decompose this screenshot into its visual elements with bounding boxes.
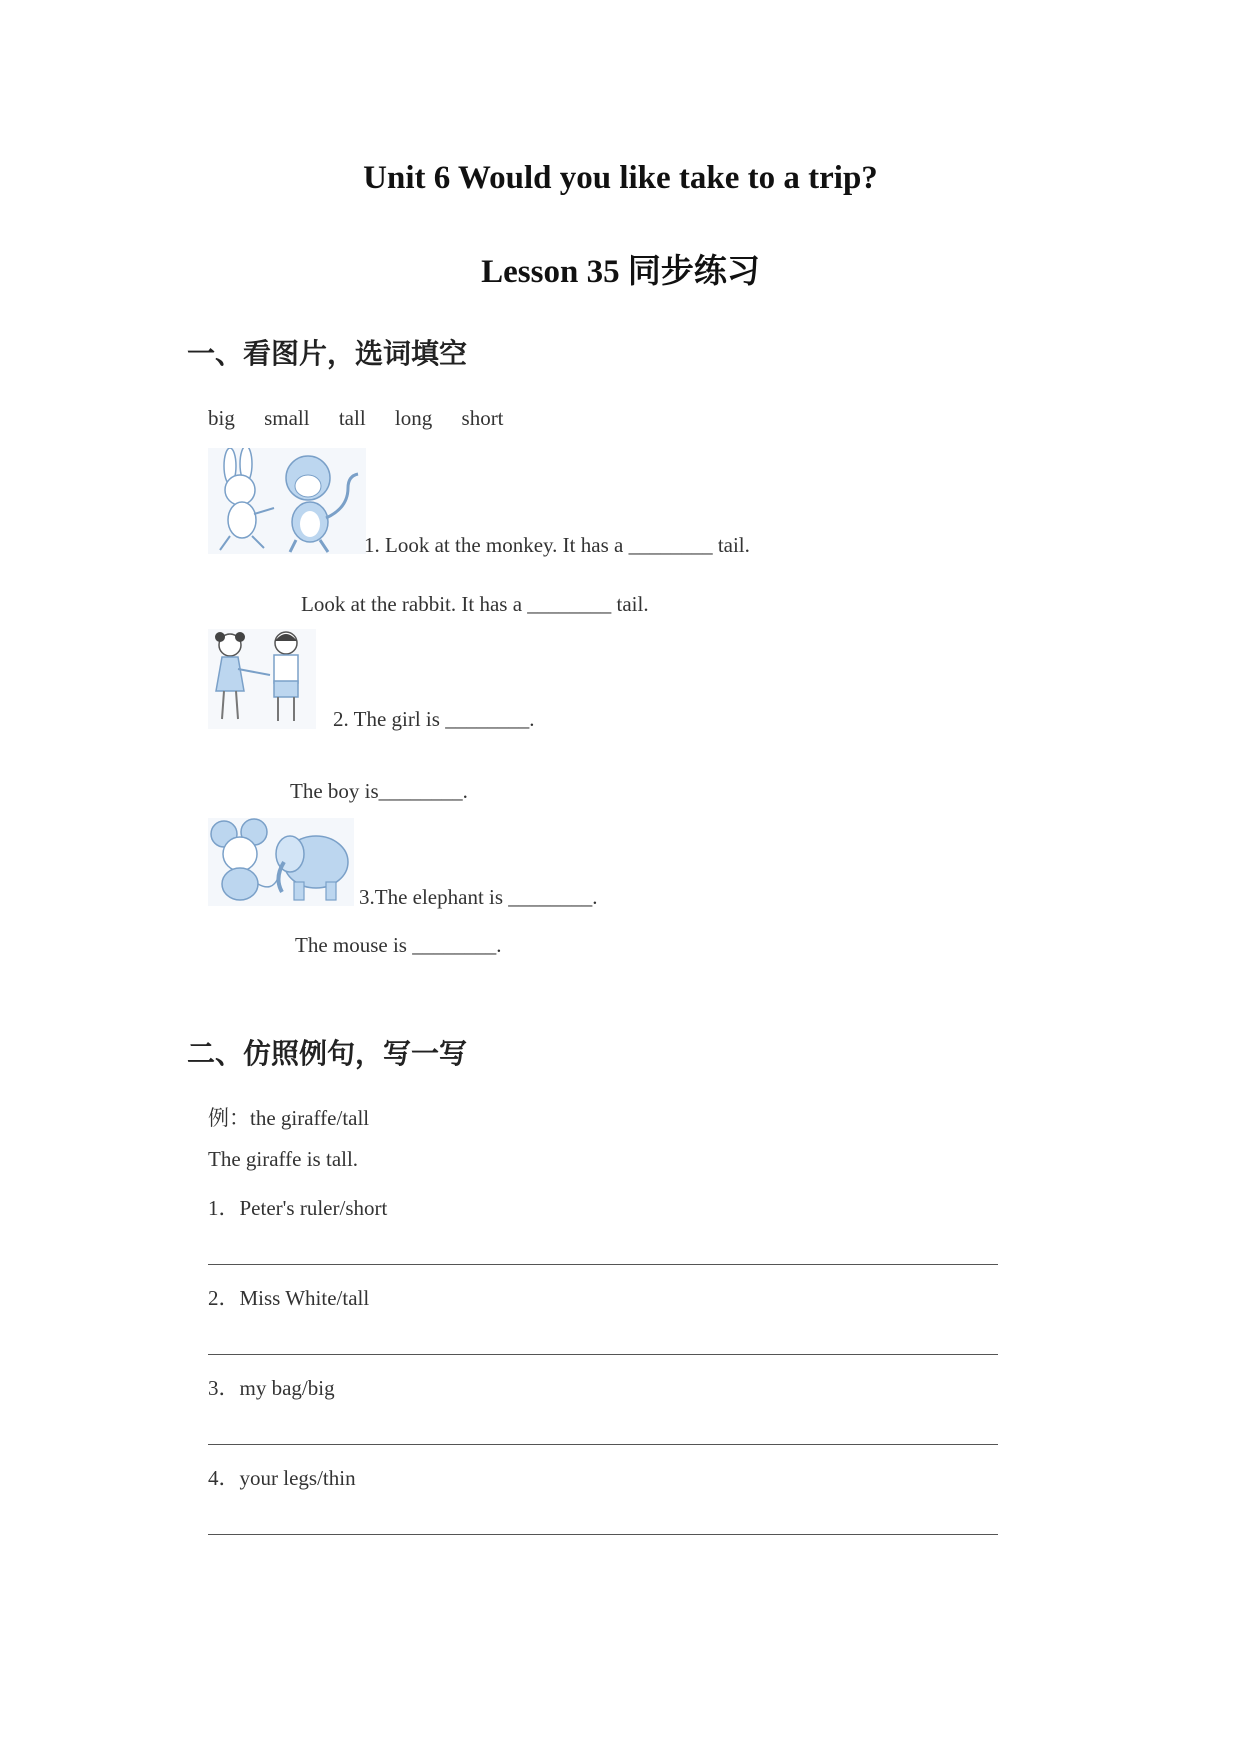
word-bank-item: tall bbox=[338, 406, 366, 430]
item1-line1: 1. Look at the monkey. It has a ________ tail. bbox=[364, 533, 750, 557]
word-bank-item: small bbox=[264, 406, 310, 430]
page-title: Unit 6 Would you like take to a trip? bbox=[363, 160, 878, 196]
rabbit-monkey-illustration bbox=[208, 448, 366, 554]
example-prompt: 例：the giraffe/tall bbox=[208, 1106, 370, 1130]
example-answer: The giraffe is tall. bbox=[208, 1147, 359, 1171]
section2-heading: 二、仿照例句，写一写 bbox=[187, 1037, 468, 1070]
word-bank-item: short bbox=[461, 406, 504, 430]
exercise-prompt-4: 4．your legs/thin bbox=[208, 1466, 356, 1490]
girl-boy-illustration bbox=[208, 629, 316, 729]
word-bank-item: big bbox=[208, 406, 235, 430]
item1-line2: Look at the rabbit. It has a ________ tail. bbox=[301, 592, 649, 616]
exercise-prompt-3: 3．my bag/big bbox=[208, 1376, 335, 1400]
page-subtitle: Lesson 35 同步练习 bbox=[481, 254, 760, 290]
exercise-prompt-1: 1．Peter's ruler/short bbox=[208, 1196, 388, 1220]
section1-heading: 一、看图片，选词填空 bbox=[187, 337, 468, 370]
word-bank bbox=[208, 406, 528, 431]
word-bank-item: long bbox=[394, 406, 433, 430]
item2-line1: 2. The girl is ________. bbox=[333, 707, 535, 731]
item2-line2: The boy is________. bbox=[290, 779, 468, 803]
mouse-elephant-illustration bbox=[208, 818, 354, 906]
answer-line-4[interactable] bbox=[208, 1534, 998, 1535]
answer-line-2[interactable] bbox=[208, 1354, 998, 1355]
item3-line2: The mouse is ________. bbox=[295, 933, 502, 957]
exercise-prompt-2: 2．Miss White/tall bbox=[208, 1286, 370, 1310]
item3-line1: 3.The elephant is ________. bbox=[359, 885, 598, 909]
answer-line-1[interactable] bbox=[208, 1264, 998, 1265]
answer-line-3[interactable] bbox=[208, 1444, 998, 1445]
